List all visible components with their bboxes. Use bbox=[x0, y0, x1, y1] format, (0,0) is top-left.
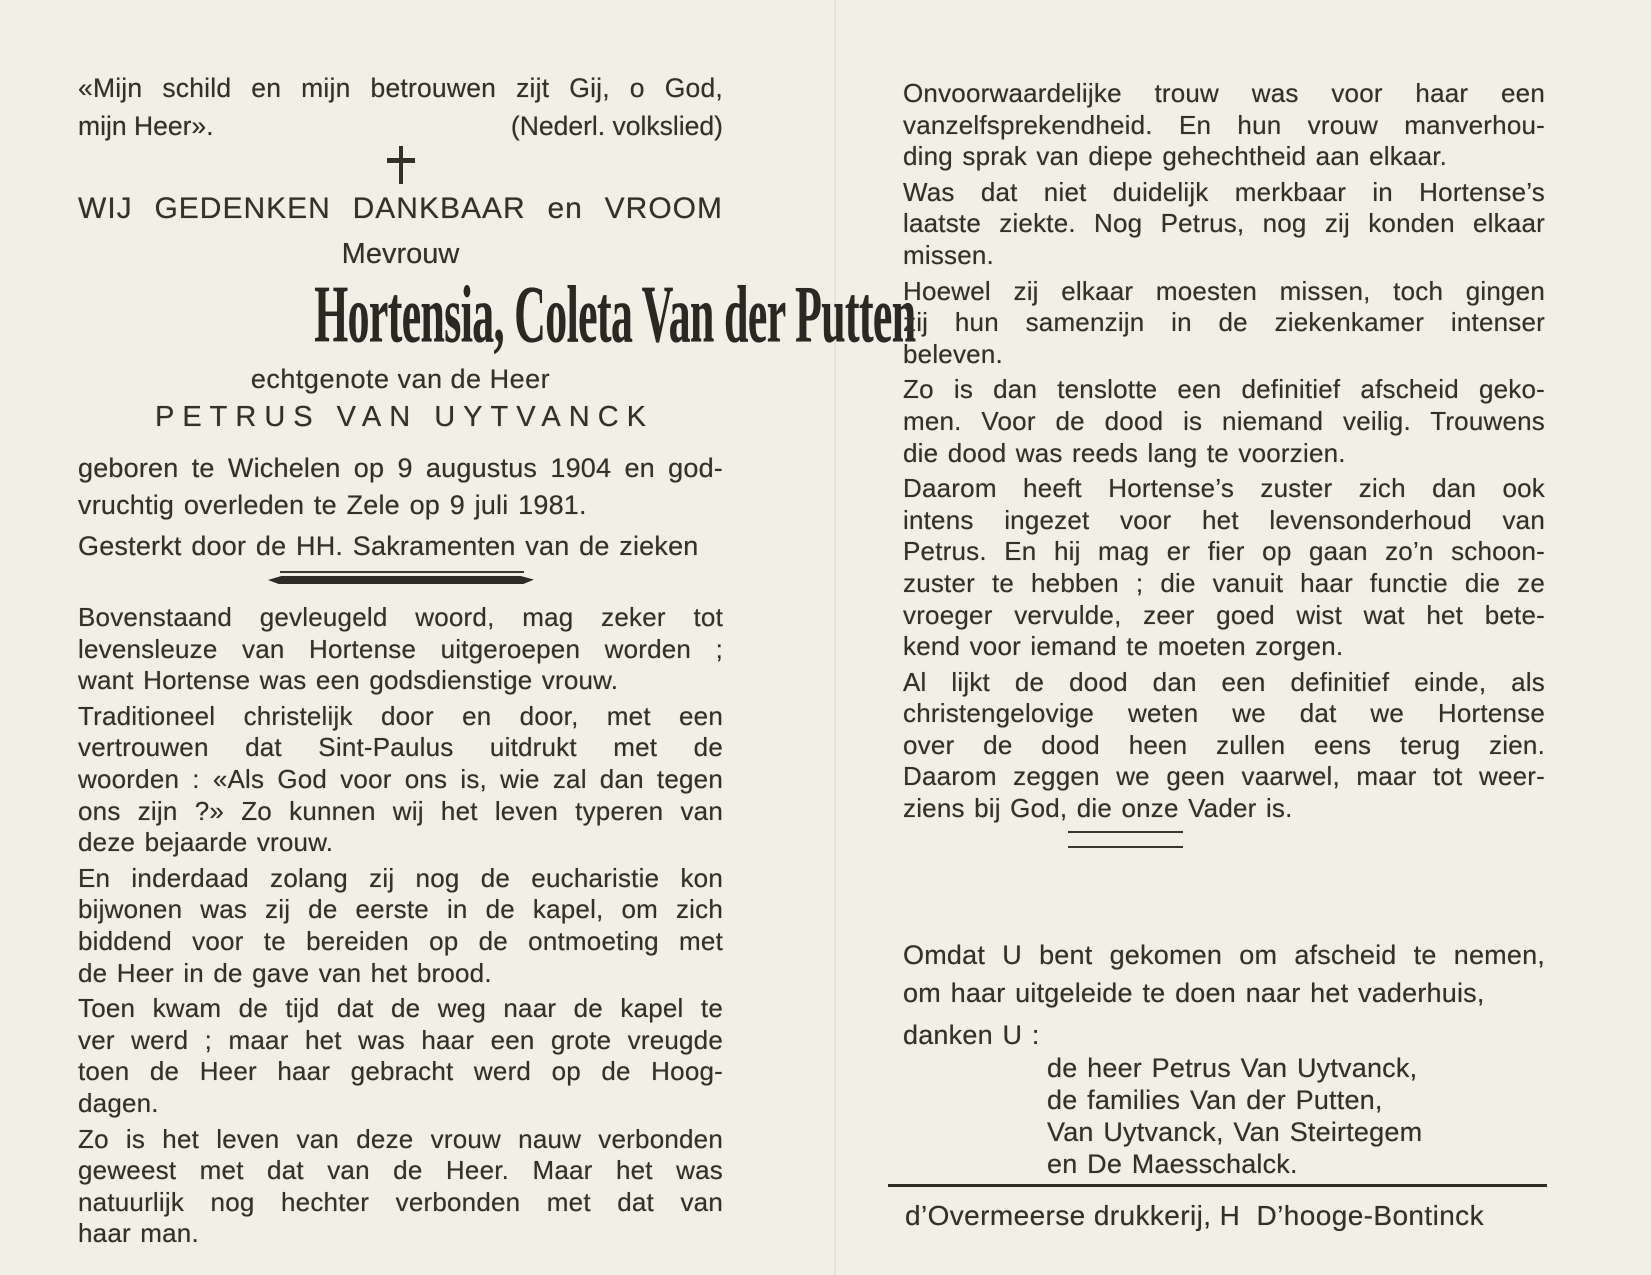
biography-line: Daarom heeft Hortense’s zuster zich dan ook bbox=[903, 473, 1545, 504]
divider-thin-rule bbox=[280, 571, 524, 573]
dedication-line: WIJ GEDENKEN DANKBAAR en VROOM bbox=[78, 192, 723, 225]
right-biography bbox=[903, 78, 1545, 825]
biography-line: levensleuze van Hortense uitgeroepen worden ; bbox=[78, 633, 723, 664]
acknowledgement-line: Omdat U bent gekomen om afscheid te nemen, bbox=[903, 939, 1545, 970]
spouse-name: PETRUS VAN UYTVANCK bbox=[155, 401, 654, 433]
biography-line: vanzelfsprekendheid. En hun vrouw manverhou- bbox=[903, 109, 1545, 140]
biography-line: haar man. bbox=[78, 1218, 199, 1249]
biography-line: biddend voor te bereiden op de ontmoeting met bbox=[78, 925, 723, 956]
honorific: Mevrouw bbox=[341, 238, 460, 270]
biography-line: Hoewel zij elkaar moesten missen, toch gingen bbox=[903, 275, 1545, 306]
biography-line: Zo is het leven van deze vrouw nauw verbonden bbox=[78, 1123, 723, 1154]
left-biography bbox=[78, 602, 723, 1250]
acknowledgement-block bbox=[903, 936, 1545, 1054]
right-page bbox=[903, 78, 1545, 1180]
printer-credit: d’Overmeerse drukkerij, H D’hooge-Bontinck bbox=[905, 1200, 1484, 1231]
biography-line: zij hun samenzijn in de ziekenkamer intenser bbox=[903, 307, 1545, 338]
biography-line: Al lijkt de dood dan een definitief einde, als bbox=[903, 666, 1545, 697]
biography-line: Zo is dan tenslotte een definitief afscheid geko- bbox=[903, 374, 1545, 405]
biography-line: Was dat niet duidelijk merkbaar in Hortense’s bbox=[903, 176, 1545, 207]
closing-divider-rule-top bbox=[1068, 831, 1183, 833]
biography-line: geweest met dat van de Heer. Maar het was bbox=[78, 1155, 723, 1186]
biography-line: Petrus. En hij mag er fier op gaan zo’n schoon- bbox=[903, 536, 1545, 567]
vitals-line: Gesterkt door de HH. Sakramenten van de zieken bbox=[78, 531, 699, 561]
biography-line: dagen. bbox=[78, 1087, 159, 1118]
biography-line: bijwonen was zij de eerste in de kapel, om zich bbox=[78, 894, 723, 925]
biography-line: kend voor iemand te moeten zorgen. bbox=[903, 631, 1344, 662]
deceased-name bbox=[78, 267, 916, 360]
epigraph bbox=[78, 72, 723, 142]
biography-line: beleven. bbox=[903, 338, 1003, 369]
thanks-line: Van Uytvanck, Van Steirtegem bbox=[1047, 1116, 1423, 1147]
left-page bbox=[78, 72, 916, 1250]
deceased-name-text: Hortensia, Coleta Van der Putten bbox=[314, 267, 916, 360]
cross-icon bbox=[386, 146, 416, 184]
acknowledgement-line: om haar uitgeleide te doen naar het vaderhuis, bbox=[903, 977, 1485, 1008]
epigraph-row bbox=[78, 110, 723, 142]
biography-line: ver werd ; maar het was haar een grote vreugde bbox=[78, 1024, 723, 1055]
acknowledgement-line: danken U : bbox=[903, 1019, 1040, 1050]
biography-line: de Heer in de gave van het brood. bbox=[78, 957, 492, 988]
biography-line: laatste ziekte. Nog Petrus, nog zij konden elkaar bbox=[903, 208, 1545, 239]
closing-divider-rule-bottom bbox=[1068, 846, 1183, 848]
thanks-line: en De Maesschalck. bbox=[1047, 1148, 1298, 1179]
biography-line: Toen kwam de tijd dat de weg naar de kapel te bbox=[78, 993, 723, 1024]
biography-line: toen de Heer haar gebracht werd op de Hoog- bbox=[78, 1056, 723, 1087]
vitals-block bbox=[78, 450, 723, 565]
biography-line: Traditioneel christelijk door en door, met een bbox=[78, 700, 723, 731]
biography-line: Daarom zeggen we geen vaarwel, maar tot weer- bbox=[903, 761, 1545, 792]
cross-wrap bbox=[78, 142, 723, 188]
biography-line: woorden : «Als God voor ons is, wie zal dan tegen bbox=[78, 763, 723, 794]
biography-line: christengelovige weten we dat we Hortense bbox=[903, 698, 1545, 729]
biography-line: vroeger vervulde, zeer goed wist wat het bete- bbox=[903, 599, 1545, 630]
printer-divider bbox=[888, 1184, 1547, 1187]
epigraph-attribution: (Nederl. volkslied) bbox=[510, 111, 723, 141]
thanks-list bbox=[1047, 1052, 1545, 1180]
biography-line: Bovenstaand gevleugeld woord, mag zeker tot bbox=[78, 602, 723, 632]
biography-line: ons zijn ?» Zo kunnen wij het leven typeren van bbox=[78, 795, 723, 826]
biography-line: men. Voor de dood is niemand veilig. Trouwens bbox=[903, 405, 1545, 436]
biography-line: want Hortense was een godsdienstige vrouw. bbox=[78, 665, 619, 696]
biography-line: ding sprak van diepe gehechtheid aan elkaar. bbox=[903, 141, 1448, 172]
biography-line: die dood was reeds lang te voorzien. bbox=[903, 437, 1346, 468]
vitals-line: vruchtig overleden te Zele op 9 juli 1981. bbox=[78, 490, 587, 520]
biography-line: Onvoorwaardelijke trouw was voor haar een bbox=[903, 78, 1545, 108]
epigraph-line-2: mijn Heer». bbox=[78, 111, 214, 141]
spouse-intro: echtgenote van de Heer bbox=[250, 364, 551, 394]
thanks-line: de heer Petrus Van Uytvanck, bbox=[1047, 1052, 1418, 1083]
biography-line: deze bejaarde vrouw. bbox=[78, 827, 334, 858]
vitals-line: geboren te Wichelen op 9 augustus 1904 en god- bbox=[78, 453, 723, 483]
biography-line: En inderdaad zolang zij nog de eucharistie kon bbox=[78, 862, 723, 893]
biography-line: natuurlijk nog hechter verbonden met dat van bbox=[78, 1186, 723, 1217]
biography-line: intens ingezet voor het levensonderhoud van bbox=[903, 504, 1545, 535]
closing-divider bbox=[1068, 831, 1183, 848]
center-fold-line bbox=[834, 0, 836, 1275]
biography-line: zuster te hebben ; die vanuit haar functie die ze bbox=[903, 567, 1545, 598]
biography-line: vertrouwen dat Sint-Paulus uitdrukt met de bbox=[78, 732, 723, 763]
section-divider bbox=[268, 571, 534, 584]
biography-line: over de dood heen zullen eens terug zien. bbox=[903, 729, 1545, 760]
biography-line: missen. bbox=[903, 239, 994, 270]
thanks-line: de families Van der Putten, bbox=[1047, 1084, 1383, 1115]
divider-thick-rule bbox=[268, 576, 534, 584]
biography-line: ziens bij God, die onze Vader is. bbox=[903, 793, 1293, 824]
epigraph-line-1: «Mijn schild en mijn betrouwen zijt Gij, o God, bbox=[78, 73, 723, 103]
